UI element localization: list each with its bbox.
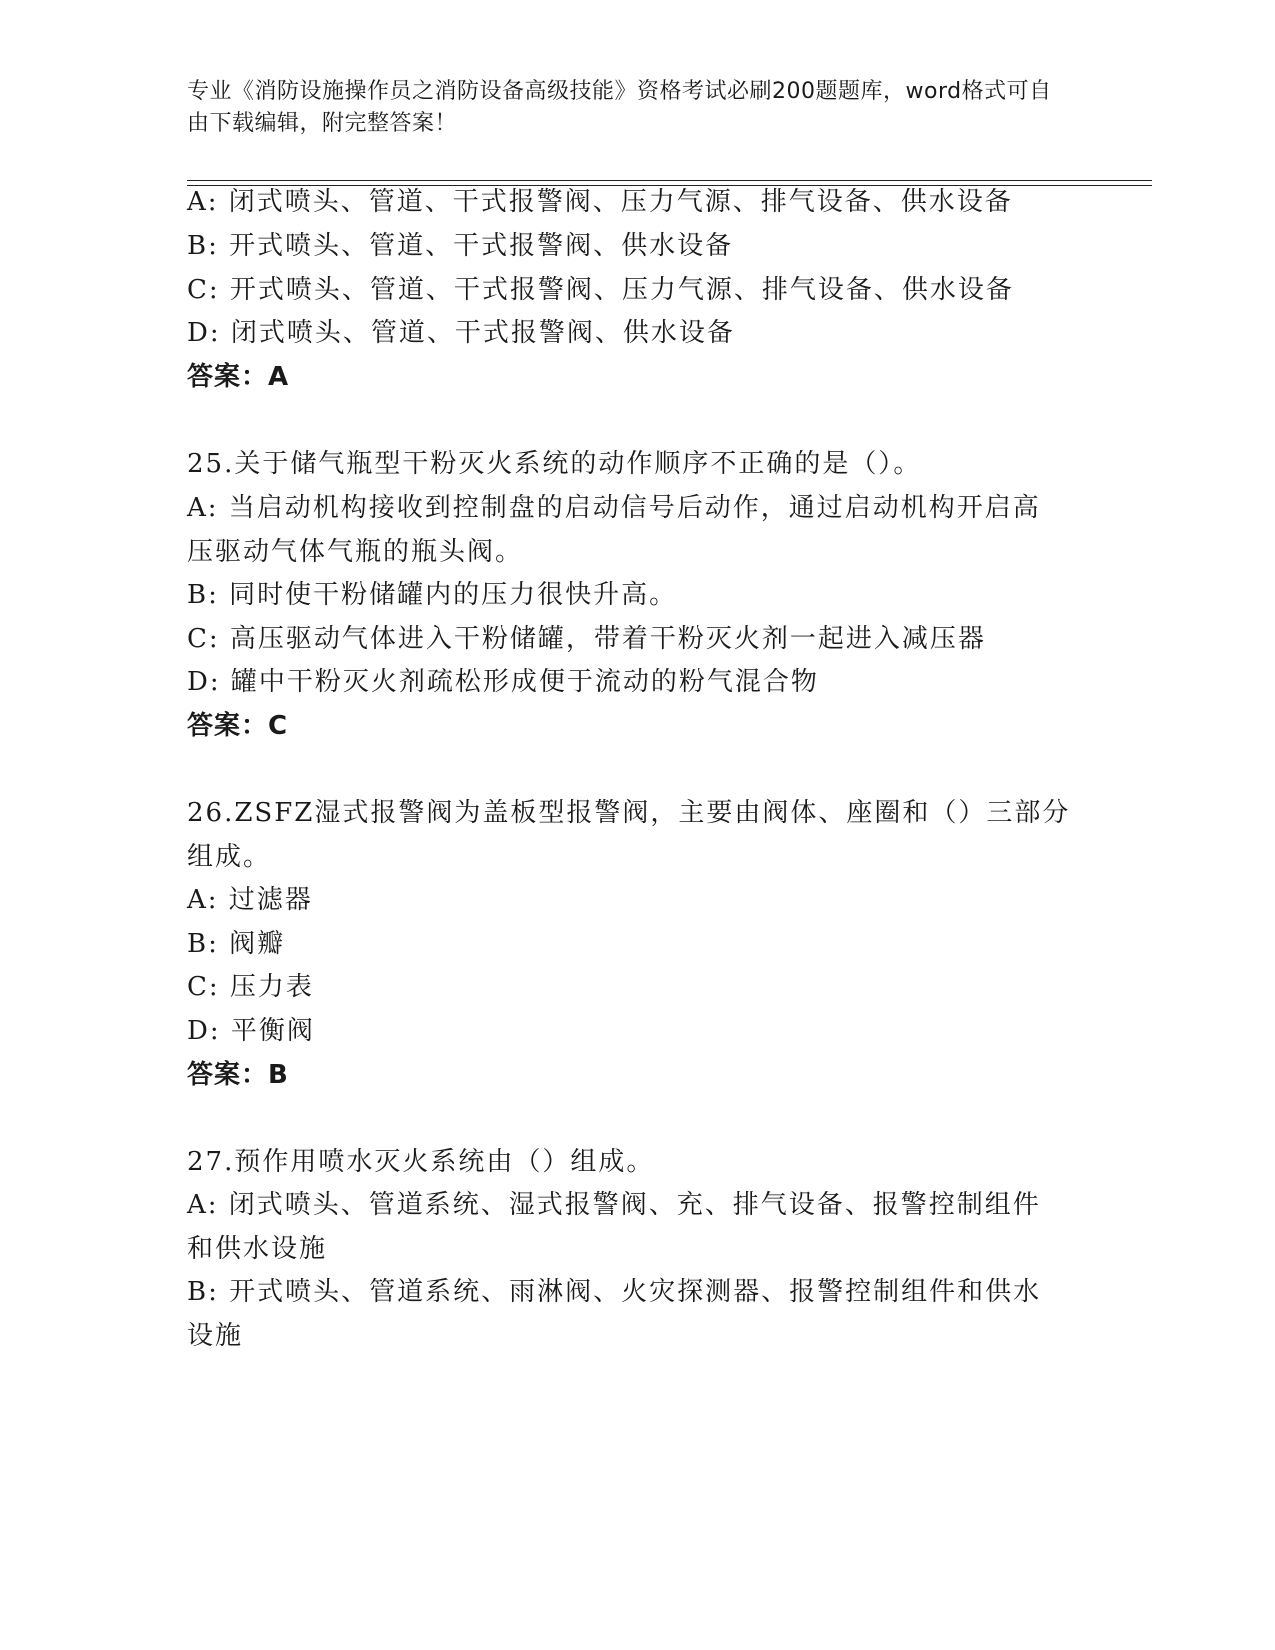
header-divider-top xyxy=(187,180,1152,181)
q26-answer: 答案：B xyxy=(187,1060,289,1090)
q25-stem: 25.关于储气瓶型干粉灭火系统的动作顺序不正确的是（）。 xyxy=(187,449,922,479)
q27-option-a-line2: 和供水设施 xyxy=(187,1234,328,1264)
q27-option-b-line2: 设施 xyxy=(187,1321,244,1351)
q25-option-a-line1: A: 当启动机构接收到控制盘的启动信号后动作，通过启动机构开启高 xyxy=(187,493,1041,523)
prev-option-b: B: 开式喷头、管道、干式报警阀、供水设备 xyxy=(187,231,734,261)
q25-option-d: D: 罐中干粉灭火剂疏松形成便于流动的粉气混合物 xyxy=(187,667,819,697)
prev-option-a: A: 闭式喷头、管道、干式报警阀、压力气源、排气设备、供水设备 xyxy=(187,187,1013,217)
q27-stem: 27.预作用喷水灭火系统由（）组成。 xyxy=(187,1147,655,1177)
q27-option-a-line1: A: 闭式喷头、管道系统、湿式报警阀、充、排气设备、报警控制组件 xyxy=(187,1190,1041,1220)
q25-option-c: C: 高压驱动气体进入干粉储罐，带着干粉灭火剂一起进入减压器 xyxy=(187,624,986,654)
q26-option-b: B: 阀瓣 xyxy=(187,929,286,959)
prev-option-c: C: 开式喷头、管道、干式报警阀、压力气源、排气设备、供水设备 xyxy=(187,275,1014,305)
document-header: 专业《消防设施操作员之消防设备高级技能》资格考试必刷200题题库，word格式可自由下载编辑，附完整答案！ xyxy=(187,79,1052,136)
q25-answer: 答案：C xyxy=(187,711,289,741)
q26-stem-line2: 组成。 xyxy=(187,842,272,872)
q26-option-d: D: 平衡阀 xyxy=(187,1016,315,1046)
prev-answer: 答案：A xyxy=(187,362,290,392)
prev-option-d: D: 闭式喷头、管道、干式报警阀、供水设备 xyxy=(187,318,735,348)
q25-option-a-line2: 压驱动气体气瓶的瓶头阀。 xyxy=(187,537,524,567)
q26-option-a: A: 过滤器 xyxy=(187,885,313,915)
q25-option-b: B: 同时使干粉储罐内的压力很快升高。 xyxy=(187,580,678,610)
q26-option-c: C: 压力表 xyxy=(187,972,314,1002)
q27-option-b-line1: B: 开式喷头、管道系统、雨淋阀、火灾探测器、报警控制组件和供水 xyxy=(187,1277,1042,1307)
q26-stem-line1: 26.ZSFZ湿式报警阀为盖板型报警阀，主要由阀体、座圈和（）三部分 xyxy=(187,798,1071,828)
